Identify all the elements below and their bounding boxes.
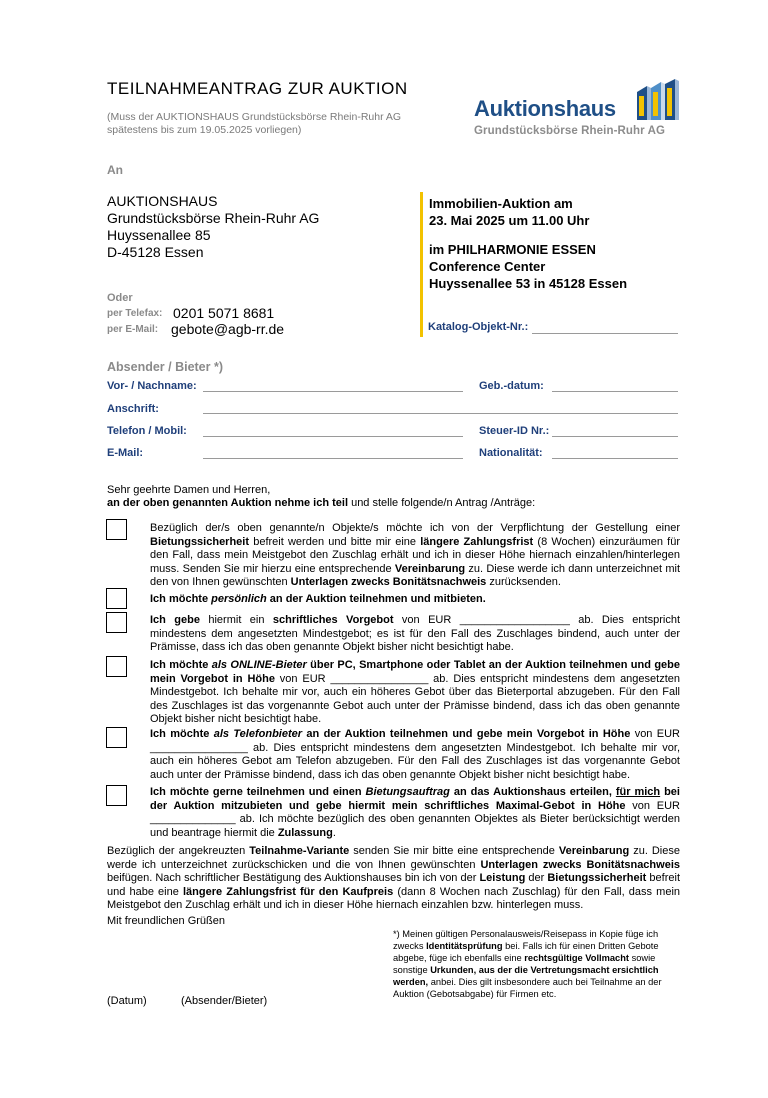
address-line: D-45128 Essen bbox=[107, 244, 204, 260]
logo-subtitle: Grundstücksbörse Rhein-Ruhr AG bbox=[474, 125, 666, 137]
nation-label: Nationalität: bbox=[479, 447, 543, 459]
deadline-note: (Muss der AUKTIONSHAUS Grundstücksbörse Rhein-Ruhr AG spätestens bis zum 19.05.2025 vorliegen) bbox=[107, 111, 402, 136]
intro-line bbox=[107, 497, 535, 511]
katalog-label: Katalog-Objekt-Nr.: bbox=[428, 321, 529, 333]
intro-bold: an der oben genannten Auktion nehme ich teil bbox=[107, 497, 349, 509]
salutation: Sehr geehrte Damen und Herren, bbox=[107, 484, 271, 496]
option-checkbox-bietungsauftrag[interactable] bbox=[106, 785, 127, 806]
katalog-field[interactable] bbox=[532, 333, 678, 334]
fax-label: per Telefax: bbox=[107, 308, 163, 319]
mail-label: per E-Mail: bbox=[107, 324, 159, 335]
email-label: E-Mail: bbox=[107, 447, 144, 459]
option-text-telefon: Ich möchte als Telefonbieter an der Auktion teilnehmen und gebe mein Vorgebot in Höhe von EUR ________________ ab. Dies entspricht mindestens dem angesetzten Mindestgebot. Ich behalte mir vor, auch ein höheres Gebot am Telefon abzugeben. Für den Fall des Zuschlages ist das vorgenannte Gebot auch unter der Prämisse bindend, dass ich das oben genannte Objekt bisher nicht besichtigt habe. bbox=[150, 728, 681, 781]
intro-rest: und stelle folgende/n Antrag /Anträge: bbox=[348, 497, 536, 509]
anschrift-field[interactable] bbox=[203, 413, 678, 414]
address-line: AUKTIONSHAUS bbox=[107, 193, 218, 209]
option-checkbox-telefon[interactable] bbox=[106, 727, 127, 748]
option-checkbox-bietungssicherheit[interactable] bbox=[106, 519, 127, 540]
option-checkbox-persoenlich[interactable] bbox=[106, 588, 127, 609]
option-text-bietungssicherheit: Bezüglich der/s oben genannte/n Objekte/s möchte ich von der Verpflichtung der Gestellung einer Bietungssicherheit befreit werden und bitte mir eine längere Zahlungsfrist (8 Wochen) einzuräumen für den Fall, dass mein Meistgebot den Zuschlag erhält und ich in dieser Höhe hiernach einzahlen/hinterlegen muss. Senden Sie mir hierzu eine entsprechende Vereinbarung zu. Diese werde ich dann unterzeichnet mit den von Ihnen gewünschten Unterlagen zwecks Bonitätsnachweis zurücksenden. bbox=[150, 522, 681, 588]
recipient-address bbox=[107, 193, 319, 261]
fax-number: 0201 5071 8681 bbox=[173, 305, 275, 321]
closing-paragraph: Bezüglich der angekreuzten Teilnahme-Variante senden Sie mir bitte eine entsprechende Vereinbarung zu. Diese werde ich unterzeichnet zurückschicken und die von Ihnen gewünschten Unterlagen zwecks Bonitätsnachweis beifügen. Nach schriftlicher Bestätigung des Auktionshauses bin ich von der Leistung der Bietungssicherheit befreit und habe eine längere Zahlungsfrist für den Kaufpreis (dann 8 Wochen nach Zuschlag) für den Fall, dass mein Meistgebot den Zuschlag erhält und ich in dieser Höhe hiernach einzahlen bzw. hinterlegen muss. bbox=[107, 845, 681, 911]
name-field[interactable] bbox=[203, 391, 463, 392]
option-text-bietungsauftrag: Ich möchte gerne teilnehmen und einen Bietungsauftrag an das Auktionshaus erteilen, für mich bei der Auktion mitzubieten und gebe hiermit mein schriftliches Maximal-Gebot in Höhe von EUR ______________ ab. Ich möchte bezüglich des oben genannten Objektes als Bieter berücksichtigt werden und beantrage hiermit die Zulassung. bbox=[150, 786, 680, 839]
option-text-persoenlich: Ich möchte persönlich an der Auktion teilnehmen und mitbieten. bbox=[150, 593, 486, 605]
geb-label: Geb.-datum: bbox=[479, 380, 544, 392]
address-line: Grundstücksbörse Rhein-Ruhr AG bbox=[107, 210, 320, 226]
option-text-schriftlich: Ich gebe hiermit ein schriftliches Vorgebot von EUR __________________ ab. Dies entspricht mindestens dem angesetzten Mindestgebot; es ist für den Fall des Zuschlages bindend, auch unter der Prämisse, dass ich das oben genannte Objekt bisher nicht besichtigt habe. bbox=[150, 614, 680, 653]
an-label: An bbox=[107, 163, 123, 177]
datum-label: (Datum) bbox=[107, 995, 147, 1007]
anschrift-label: Anschrift: bbox=[107, 403, 159, 415]
sender-heading: Absender / Bieter *) bbox=[107, 360, 224, 374]
logo-name: Auktionshaus bbox=[474, 96, 616, 121]
geb-field[interactable] bbox=[552, 391, 678, 392]
building-icon bbox=[635, 78, 681, 122]
event-info bbox=[420, 192, 699, 337]
telefon-field[interactable] bbox=[203, 436, 463, 437]
mail-address[interactable]: gebote@agb-rr.de bbox=[171, 321, 285, 337]
address-line: Huyssenallee 85 bbox=[107, 227, 211, 243]
option-text-online: Ich möchte als ONLINE-Bieter über PC, Smartphone oder Tablet an der Auktion teilnehmen und gebe mein Vorgebot in Höhe von EUR ________________ ab. Dies entspricht mindestens dem angesetzten Mindestgebot. Ich behalte mir vor, auch ein höheres Gebot über das Bieterportal abzugeben. Für den Fall des Zuschlages ist das vorgenannte Gebot auch unter der Prämisse bindend, dass ich das oben genannte Objekt bisher nicht besichtigt habe. bbox=[150, 659, 680, 725]
event-line: Immobilien-Auktion am bbox=[429, 196, 573, 211]
footnote: *) Meinen gültigen Personalausweis/Reisepass in Kopie füge ich zwecks Identitätsprüfung bei. Falls ich für einen Dritten Gebote abgebe, füge ich ebenfalls eine rechtsgültige Vollmacht sowie sonstige Urkunden, aus der die Vertretungsmacht ersichtlich werden, anbei. Dies gilt insbesondere auch bei Teilnahme an der Auktion (Gebotsabgabe) für Firmen etc. bbox=[393, 929, 662, 999]
oder-label: Oder bbox=[107, 292, 133, 304]
option-checkbox-online[interactable] bbox=[106, 656, 127, 677]
greeting: Mit freundlichen Grüßen bbox=[107, 915, 225, 927]
nation-field[interactable] bbox=[552, 458, 678, 459]
name-label: Vor- / Nachname: bbox=[107, 380, 197, 392]
steuer-field[interactable] bbox=[552, 436, 678, 437]
absender-label: (Absender/Bieter) bbox=[181, 995, 268, 1007]
event-line: Conference Center bbox=[429, 259, 546, 274]
event-line: im PHILHARMONIE ESSEN bbox=[429, 242, 596, 257]
company-logo bbox=[474, 76, 684, 140]
option-checkbox-schriftlich[interactable] bbox=[106, 612, 127, 633]
event-date: 23. Mai 2025 um 11.00 Uhr bbox=[429, 213, 590, 228]
steuer-label: Steuer-ID Nr.: bbox=[479, 425, 550, 437]
email-field[interactable] bbox=[203, 458, 463, 459]
telefon-label: Telefon / Mobil: bbox=[107, 425, 187, 437]
page-title: TEILNAHMEANTRAG ZUR AUKTION bbox=[107, 79, 408, 98]
event-line: Huyssenallee 53 in 45128 Essen bbox=[429, 276, 628, 291]
